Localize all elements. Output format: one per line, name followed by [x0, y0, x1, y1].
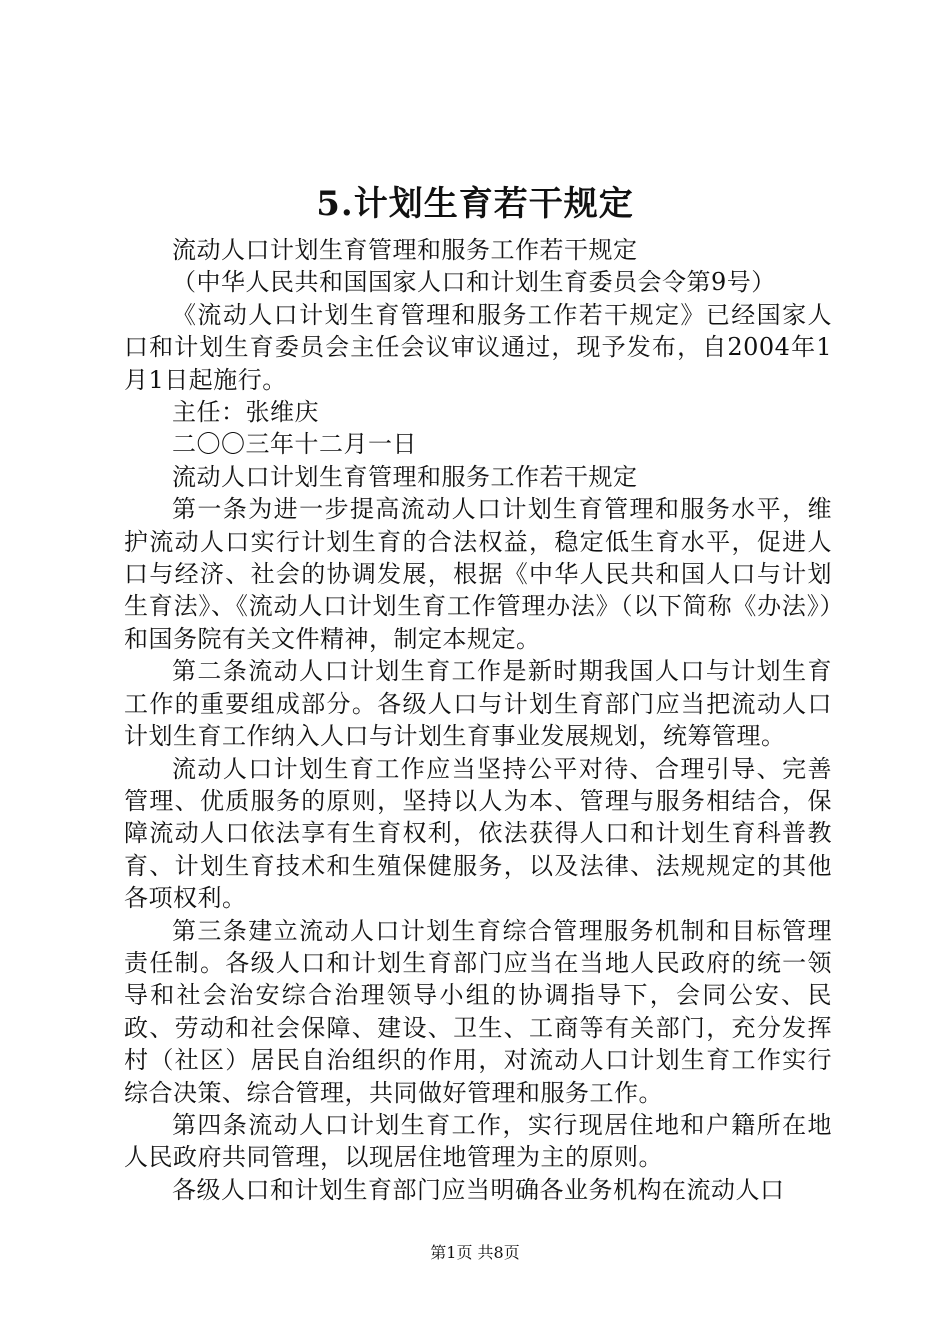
- paragraph-article-4-continued: 各级人口和计划生育部门应当明确各业务机构在流动人口: [172, 1175, 785, 1204]
- document-body: [124, 234, 832, 1206]
- paragraph-article-2: 第二条流动人口计划生育工作是新时期我国人口与计划生育工作的重要组成部分。各级人口与计划生育部门应当把流动人口计划生育工作纳入人口与计划生育事业发展规划，统筹管理。: [124, 657, 832, 751]
- paragraph-director: 主任：张维庆: [172, 398, 319, 427]
- paragraph-date: 二〇〇三年十二月一日: [172, 430, 417, 459]
- paragraph-order-number: （中华人民共和国国家人口和计划生育委员会令第9号）: [172, 268, 776, 297]
- paragraph-announcement: 《流动人口计划生育管理和服务工作若干规定》已经国家人口和计划生育委员会主任会议审议通过，现予发布，自2004年1月1日起施行。: [124, 300, 832, 394]
- paragraph-article-2-principles: 流动人口计划生育工作应当坚持公平对待、合理引导、完善管理、优质服务的原则，坚持以人为本、管理与服务相结合，保障流动人口依法享有生育权利，依法获得人口和计划生育科普教育、计划生育技术和生殖保健服务，以及法律、法规规定的其他各项权利。: [124, 754, 832, 913]
- document-title: 5.计划生育若干规定: [316, 184, 634, 224]
- paragraph-article-4: 第四条流动人口计划生育工作，实行现居住地和户籍所在地人民政府共同管理，以现居住地管理为主的原则。: [124, 1110, 832, 1172]
- paragraph-subtitle: 流动人口计划生育管理和服务工作若干规定: [172, 236, 638, 264]
- paragraph-regulation-title: 流动人口计划生育管理和服务工作若干规定: [172, 462, 638, 491]
- paragraph-article-3: 第三条建立流动人口计划生育综合管理服务机制和目标管理责任制。各级人口和计划生育部门应当在当地人民政府的统一领导和社会治安综合治理领导小组的协调指导下，会同公安、民政、劳动和社会保障、建设、卫生、工商等有关部门，充分发挥村（社区）居民自治组织的作用，对流动人口计划生育工作实行综合决策、综合管理，共同做好管理和服务工作。: [124, 916, 832, 1107]
- paragraph-article-1: 第一条为进一步提高流动人口计划生育管理和服务水平，维护流动人口实行计划生育的合法权益，稳定低生育水平，促进人口与经济、社会的协调发展，根据《中华人民共和国人口与计划生育法》、《流动人口计划生育工作管理办法》（以下简称《办法》）和国务院有关文件精神，制定本规定。: [124, 495, 832, 653]
- page-number-footer: 第1页 共8页: [430, 1243, 520, 1262]
